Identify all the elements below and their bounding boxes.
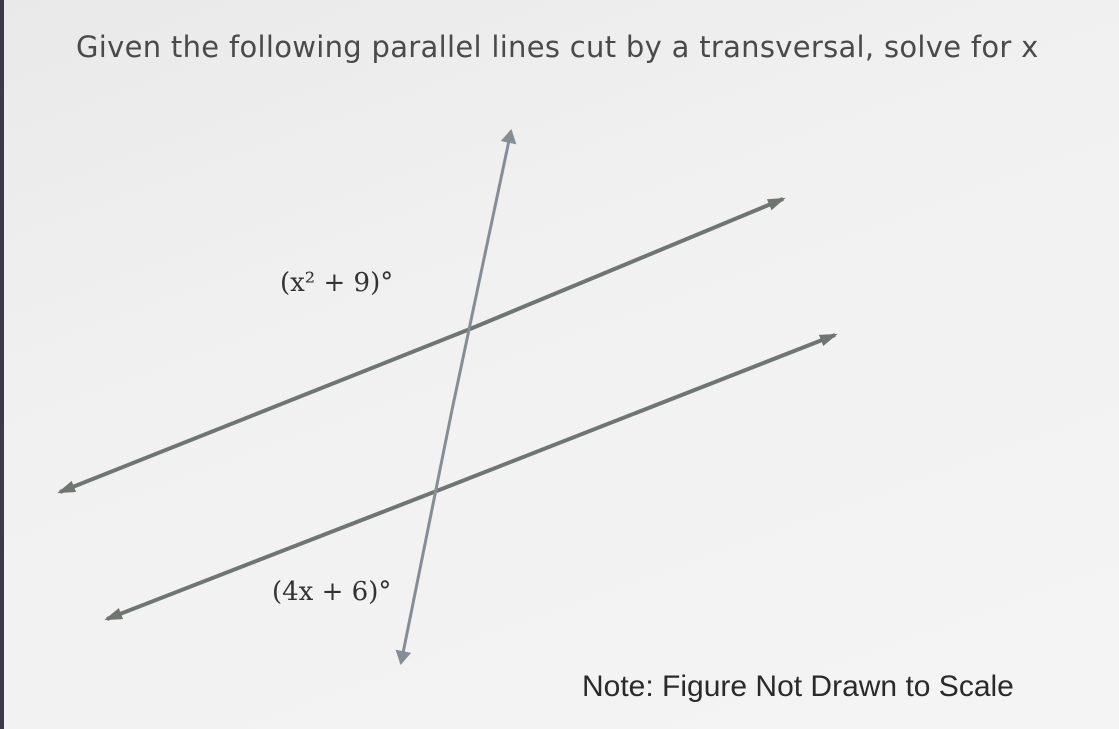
transversal-line-up [452,131,511,410]
figure-note: Note: Figure Not Drawn to Scale [582,670,1014,703]
angle-label-bottom: (4x + 6)° [272,577,392,607]
transversal-line-down [401,410,452,663]
parallel-line-upper [470,199,783,329]
parallel-line-upper-left [60,329,470,492]
angle-label-top: (x² + 9)° [280,268,394,298]
question-prompt: Given the following parallel lines cut by a transversal, solve for x [76,30,1039,64]
parallel-line-lower [434,335,835,492]
